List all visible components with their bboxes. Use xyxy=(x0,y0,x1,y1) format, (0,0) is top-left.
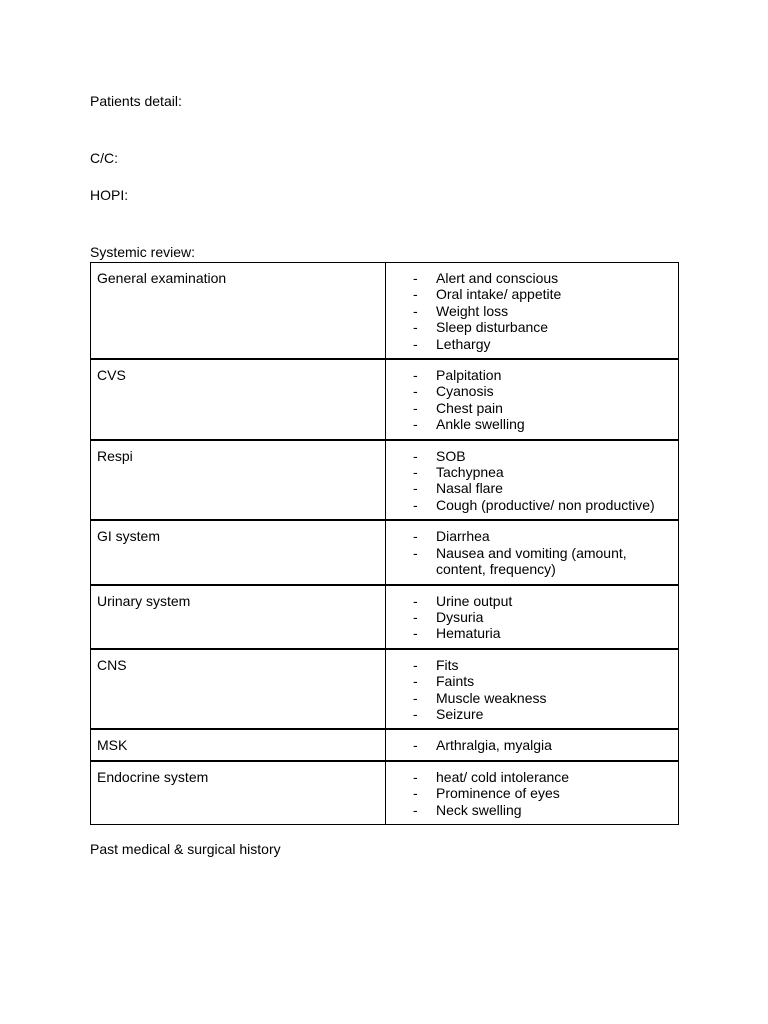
findings-list xyxy=(386,769,658,818)
finding-item: - Faints xyxy=(386,673,658,689)
table-row xyxy=(91,585,679,649)
hopi-label: HOPI: xyxy=(90,187,129,203)
table-row xyxy=(91,520,679,584)
system-name-cell: MSK xyxy=(91,729,386,760)
finding-item: - Nausea and vomiting (amount, content, frequency) xyxy=(386,545,658,578)
past-history-label: Past medical & surgical history xyxy=(90,841,281,857)
finding-item: - Neck swelling xyxy=(386,802,658,818)
finding-item: - Weight loss xyxy=(386,303,658,319)
finding-item: - Ankle swelling xyxy=(386,416,658,432)
finding-item: - Diarrhea xyxy=(386,528,658,544)
findings-list xyxy=(386,737,658,753)
table-row xyxy=(91,263,679,360)
findings-list xyxy=(386,657,658,723)
table-row xyxy=(91,761,679,825)
finding-item: - Dysuria xyxy=(386,609,658,625)
system-name-cell: Urinary system xyxy=(91,585,386,649)
system-name-cell: General examination xyxy=(91,263,386,360)
findings-list xyxy=(386,448,658,514)
finding-item: - Lethargy xyxy=(386,336,658,352)
findings-cell xyxy=(386,263,679,360)
findings-cell xyxy=(386,585,679,649)
system-name-cell: Endocrine system xyxy=(91,761,386,825)
finding-item: - heat/ cold intolerance xyxy=(386,769,658,785)
findings-list xyxy=(386,593,658,642)
system-name-cell: CNS xyxy=(91,649,386,730)
findings-list xyxy=(386,367,658,433)
table-row xyxy=(91,729,679,760)
systemic-review-table xyxy=(90,262,679,825)
finding-item: - Seizure xyxy=(386,706,658,722)
findings-list xyxy=(386,270,658,352)
finding-item: - Cough (productive/ non productive) xyxy=(386,497,658,513)
finding-item: - SOB xyxy=(386,448,658,464)
system-name-cell: Respi xyxy=(91,440,386,521)
systemic-review-label: Systemic review: xyxy=(90,244,196,260)
finding-item: - Fits xyxy=(386,657,658,673)
finding-item: - Muscle weakness xyxy=(386,690,658,706)
finding-item: - Palpitation xyxy=(386,367,658,383)
systemic-review-table-body xyxy=(91,263,679,825)
findings-cell xyxy=(386,649,679,730)
finding-item: - Arthralgia, myalgia xyxy=(386,737,658,753)
cc-label: C/C: xyxy=(90,150,118,166)
finding-item: - Urine output xyxy=(386,593,658,609)
finding-item: - Prominence of eyes xyxy=(386,785,658,801)
finding-item: - Oral intake/ appetite xyxy=(386,286,658,302)
table-row xyxy=(91,649,679,730)
system-name-cell: GI system xyxy=(91,520,386,584)
finding-item: - Sleep disturbance xyxy=(386,319,658,335)
table-row xyxy=(91,440,679,521)
system-name-cell: CVS xyxy=(91,359,386,440)
findings-cell xyxy=(386,729,679,760)
finding-item: - Tachypnea xyxy=(386,464,658,480)
finding-item: - Hematuria xyxy=(386,625,658,641)
findings-cell xyxy=(386,440,679,521)
findings-cell xyxy=(386,520,679,584)
findings-cell xyxy=(386,761,679,825)
patients-detail-label: Patients detail: xyxy=(90,93,182,109)
finding-item: - Alert and conscious xyxy=(386,270,658,286)
finding-item: - Chest pain xyxy=(386,400,658,416)
findings-list xyxy=(386,528,658,577)
findings-cell xyxy=(386,359,679,440)
table-row xyxy=(91,359,679,440)
finding-item: - Cyanosis xyxy=(386,383,658,399)
finding-item: - Nasal flare xyxy=(386,480,658,496)
